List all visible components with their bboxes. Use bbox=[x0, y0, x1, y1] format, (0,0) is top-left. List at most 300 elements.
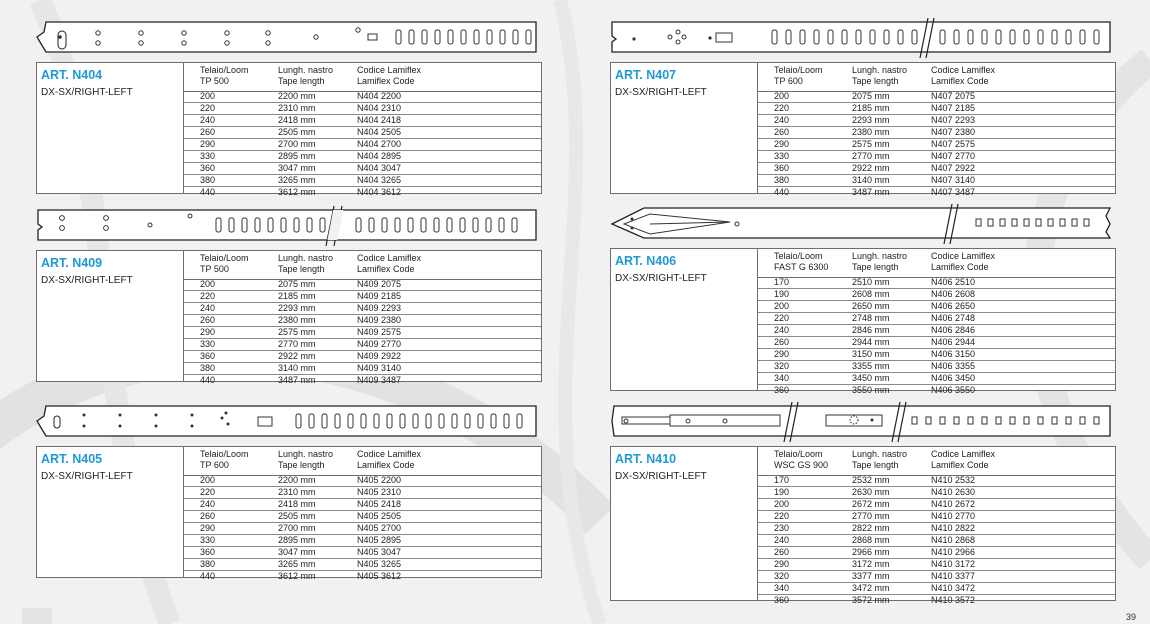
table-row bbox=[184, 91, 541, 103]
lamiflex-code-cell: N410 2672 bbox=[931, 499, 976, 509]
table-row bbox=[184, 115, 541, 127]
table-row bbox=[184, 523, 541, 535]
tape-length-cell: 2922 mm bbox=[278, 351, 316, 361]
loom-width-cell: 230 bbox=[774, 523, 790, 533]
lamiflex-code-cell: N410 3572 bbox=[931, 595, 976, 605]
tape-length-cell: 2200 mm bbox=[278, 91, 316, 101]
table-body bbox=[758, 447, 1115, 605]
table-row bbox=[758, 475, 1115, 487]
tape-length-cell: 2310 mm bbox=[278, 103, 316, 113]
table-header bbox=[758, 63, 1115, 92]
lamiflex-code-cell: N407 2380 bbox=[931, 127, 976, 137]
loom-width-cell: 200 bbox=[200, 279, 216, 289]
table-row bbox=[184, 127, 541, 139]
table-row bbox=[758, 523, 1115, 535]
product-block-n405 bbox=[36, 402, 542, 580]
lamiflex-code-cell: N410 3472 bbox=[931, 583, 976, 593]
header-tape-length: Lungh. nastro Tape length bbox=[278, 449, 334, 470]
table-header bbox=[184, 447, 541, 476]
tape-length-cell: 2700 mm bbox=[278, 523, 316, 533]
loom-width-cell: 360 bbox=[200, 163, 216, 173]
lamiflex-code-cell: N409 2185 bbox=[357, 291, 402, 301]
loom-width-cell: 200 bbox=[774, 499, 790, 509]
table-body bbox=[758, 249, 1115, 395]
lamiflex-code-cell: N404 2895 bbox=[357, 151, 402, 161]
lamiflex-code-cell: N407 2293 bbox=[931, 115, 976, 125]
lamiflex-code-cell: N406 2608 bbox=[931, 289, 976, 299]
article-title: ART. N405 bbox=[41, 452, 103, 466]
table-row bbox=[758, 547, 1115, 559]
loom-width-cell: 260 bbox=[200, 315, 216, 325]
table-row bbox=[758, 91, 1115, 103]
loom-width-cell: 380 bbox=[774, 175, 790, 185]
tape-length-cell: 3265 mm bbox=[278, 175, 316, 185]
loom-width-cell: 260 bbox=[774, 337, 790, 347]
table-body bbox=[184, 447, 541, 581]
article-title: ART. N406 bbox=[615, 254, 677, 268]
loom-width-cell: 200 bbox=[774, 91, 790, 101]
loom-width-cell: 340 bbox=[774, 373, 790, 383]
lamiflex-code-cell: N405 3047 bbox=[357, 547, 402, 557]
table-row bbox=[758, 175, 1115, 187]
lamiflex-code-cell: N409 2770 bbox=[357, 339, 402, 349]
lamiflex-code-cell: N404 2200 bbox=[357, 91, 402, 101]
table-row bbox=[184, 547, 541, 559]
article-title: ART. N404 bbox=[41, 68, 103, 82]
tape-length-cell: 2575 mm bbox=[852, 139, 890, 149]
table-body bbox=[758, 63, 1115, 197]
table-row bbox=[758, 337, 1115, 349]
lamiflex-code-cell: N409 2293 bbox=[357, 303, 402, 313]
tape-drawing-n410 bbox=[610, 402, 1116, 442]
product-table-n409 bbox=[36, 250, 542, 385]
lamiflex-code-cell: N410 2532 bbox=[931, 475, 976, 485]
article-subtitle: DX-SX/RIGHT-LEFT bbox=[615, 87, 707, 98]
table-row bbox=[758, 139, 1115, 151]
table-row bbox=[758, 277, 1115, 289]
tape-length-cell: 2868 mm bbox=[852, 535, 890, 545]
tape-length-cell: 2575 mm bbox=[278, 327, 316, 337]
loom-width-cell: 330 bbox=[200, 535, 216, 545]
table-row bbox=[184, 511, 541, 523]
header-code: Codice Lamiflex Lamiflex Code bbox=[357, 449, 422, 470]
table-row bbox=[184, 339, 541, 351]
loom-width-cell: 290 bbox=[200, 139, 216, 149]
table-row bbox=[758, 511, 1115, 523]
table-row bbox=[758, 571, 1115, 583]
tape-length-cell: 2700 mm bbox=[278, 139, 316, 149]
header-tape-length: Lungh. nastro Tape length bbox=[852, 449, 908, 470]
tape-length-cell: 2185 mm bbox=[278, 291, 316, 301]
loom-width-cell: 240 bbox=[774, 535, 790, 545]
article-cell bbox=[611, 447, 758, 600]
product-block-n406 bbox=[610, 204, 1116, 394]
table-row bbox=[758, 325, 1115, 337]
tape-length-cell: 2846 mm bbox=[852, 325, 890, 335]
header-loom: Telaio/Loom TP 600 bbox=[200, 449, 249, 470]
loom-width-cell: 380 bbox=[200, 363, 216, 373]
lamiflex-code-cell: N405 3265 bbox=[357, 559, 402, 569]
loom-width-cell: 200 bbox=[200, 91, 216, 101]
lamiflex-code-cell: N409 2380 bbox=[357, 315, 402, 325]
article-subtitle: DX-SX/RIGHT-LEFT bbox=[41, 87, 133, 98]
loom-width-cell: 220 bbox=[774, 313, 790, 323]
tape-length-cell: 2822 mm bbox=[852, 523, 890, 533]
lamiflex-code-cell: N405 2418 bbox=[357, 499, 402, 509]
tape-length-cell: 2944 mm bbox=[852, 337, 890, 347]
loom-width-cell: 440 bbox=[774, 187, 790, 197]
loom-width-cell: 290 bbox=[774, 139, 790, 149]
header-tape-length: Lungh. nastro Tape length bbox=[278, 253, 334, 274]
lamiflex-code-cell: N404 2700 bbox=[357, 139, 402, 149]
lamiflex-code-cell: N410 2770 bbox=[931, 511, 976, 521]
loom-width-cell: 190 bbox=[774, 289, 790, 299]
lamiflex-code-cell: N404 3047 bbox=[357, 163, 402, 173]
table-row bbox=[184, 375, 541, 386]
lamiflex-code-cell: N404 2310 bbox=[357, 103, 402, 113]
loom-width-cell: 360 bbox=[774, 595, 790, 605]
page-number: 39 bbox=[1125, 612, 1136, 622]
table-body bbox=[184, 251, 541, 385]
table-row bbox=[758, 187, 1115, 198]
tape-length-cell: 3450 mm bbox=[852, 373, 890, 383]
product-block-n409 bbox=[36, 206, 542, 384]
loom-width-cell: 330 bbox=[200, 151, 216, 161]
table-rows bbox=[184, 279, 541, 386]
article-cell bbox=[611, 249, 758, 390]
lamiflex-code-cell: N407 2922 bbox=[931, 163, 976, 173]
loom-width-cell: 360 bbox=[774, 163, 790, 173]
tape-length-cell: 3140 mm bbox=[852, 175, 890, 185]
table-row bbox=[184, 291, 541, 303]
lamiflex-code-cell: N406 2846 bbox=[931, 325, 976, 335]
loom-width-cell: 360 bbox=[200, 547, 216, 557]
table-row bbox=[184, 279, 541, 291]
tape-length-cell: 3487 mm bbox=[852, 187, 890, 197]
table-body bbox=[184, 63, 541, 197]
tape-length-cell: 3572 mm bbox=[852, 595, 890, 605]
tape-length-cell: 2510 mm bbox=[852, 277, 890, 287]
table-row bbox=[184, 315, 541, 327]
loom-width-cell: 240 bbox=[774, 115, 790, 125]
loom-width-cell: 360 bbox=[200, 351, 216, 361]
article-cell bbox=[37, 251, 184, 381]
tape-length-cell: 3172 mm bbox=[852, 559, 890, 569]
tape-length-cell: 2310 mm bbox=[278, 487, 316, 497]
loom-width-cell: 360 bbox=[774, 385, 790, 395]
table-row bbox=[184, 187, 541, 198]
header-code: Codice Lamiflex Lamiflex Code bbox=[931, 251, 996, 272]
tape-length-cell: 3265 mm bbox=[278, 559, 316, 569]
table-header bbox=[758, 249, 1115, 278]
table-rows bbox=[758, 277, 1115, 396]
article-cell bbox=[37, 63, 184, 193]
table-row bbox=[184, 139, 541, 151]
lamiflex-code-cell: N405 3612 bbox=[357, 571, 402, 581]
tape-length-cell: 2650 mm bbox=[852, 301, 890, 311]
tape-length-cell: 2293 mm bbox=[278, 303, 316, 313]
table-row bbox=[184, 487, 541, 499]
loom-width-cell: 380 bbox=[200, 559, 216, 569]
product-table-n405 bbox=[36, 446, 542, 581]
table-row bbox=[184, 535, 541, 547]
loom-width-cell: 220 bbox=[774, 511, 790, 521]
table-row bbox=[184, 571, 541, 582]
loom-width-cell: 260 bbox=[200, 511, 216, 521]
lamiflex-code-cell: N405 2200 bbox=[357, 475, 402, 485]
tape-length-cell: 2895 mm bbox=[278, 151, 316, 161]
article-subtitle: DX-SX/RIGHT-LEFT bbox=[41, 471, 133, 482]
header-loom: Telaio/Loom TP 600 bbox=[774, 65, 823, 86]
table-row bbox=[758, 313, 1115, 325]
table-row bbox=[758, 163, 1115, 175]
tape-length-cell: 2380 mm bbox=[278, 315, 316, 325]
lamiflex-code-cell: N409 2075 bbox=[357, 279, 402, 289]
loom-width-cell: 260 bbox=[774, 127, 790, 137]
tape-length-cell: 2895 mm bbox=[278, 535, 316, 545]
table-row bbox=[758, 595, 1115, 606]
loom-width-cell: 190 bbox=[774, 487, 790, 497]
lamiflex-code-cell: N407 2075 bbox=[931, 91, 976, 101]
loom-width-cell: 220 bbox=[200, 487, 216, 497]
loom-width-cell: 320 bbox=[774, 571, 790, 581]
table-row bbox=[758, 301, 1115, 313]
lamiflex-code-cell: N405 2700 bbox=[357, 523, 402, 533]
lamiflex-code-cell: N407 2770 bbox=[931, 151, 976, 161]
tape-drawing-n409 bbox=[36, 206, 542, 246]
article-subtitle: DX-SX/RIGHT-LEFT bbox=[41, 275, 133, 286]
tape-length-cell: 2630 mm bbox=[852, 487, 890, 497]
loom-width-cell: 320 bbox=[774, 361, 790, 371]
loom-width-cell: 170 bbox=[774, 475, 790, 485]
table-row bbox=[758, 499, 1115, 511]
loom-width-cell: 200 bbox=[200, 475, 216, 485]
loom-width-cell: 290 bbox=[200, 523, 216, 533]
tape-drawing-n404 bbox=[36, 18, 542, 58]
loom-width-cell: 240 bbox=[200, 115, 216, 125]
header-loom: Telaio/Loom TP 500 bbox=[200, 253, 249, 274]
loom-width-cell: 290 bbox=[200, 327, 216, 337]
loom-width-cell: 440 bbox=[200, 571, 216, 581]
article-title: ART. N410 bbox=[615, 452, 677, 466]
lamiflex-code-cell: N410 3377 bbox=[931, 571, 976, 581]
article-subtitle: DX-SX/RIGHT-LEFT bbox=[615, 471, 707, 482]
table-row bbox=[184, 363, 541, 375]
lamiflex-code-cell: N405 2505 bbox=[357, 511, 402, 521]
tape-length-cell: 3612 mm bbox=[278, 571, 316, 581]
table-row bbox=[758, 583, 1115, 595]
tape-length-cell: 2505 mm bbox=[278, 127, 316, 137]
tape-length-cell: 2075 mm bbox=[278, 279, 316, 289]
lamiflex-code-cell: N404 3612 bbox=[357, 187, 402, 197]
article-cell bbox=[37, 447, 184, 577]
lamiflex-code-cell: N409 3140 bbox=[357, 363, 402, 373]
table-row bbox=[184, 175, 541, 187]
header-loom: Telaio/Loom TP 500 bbox=[200, 65, 249, 86]
lamiflex-code-cell: N407 3487 bbox=[931, 187, 976, 197]
table-row bbox=[758, 361, 1115, 373]
lamiflex-code-cell: N406 2944 bbox=[931, 337, 976, 347]
table-row bbox=[184, 103, 541, 115]
loom-width-cell: 200 bbox=[774, 301, 790, 311]
table-row bbox=[184, 499, 541, 511]
lamiflex-code-cell: N407 2185 bbox=[931, 103, 976, 113]
tape-length-cell: 2672 mm bbox=[852, 499, 890, 509]
loom-width-cell: 330 bbox=[774, 151, 790, 161]
table-row bbox=[758, 151, 1115, 163]
tape-length-cell: 3140 mm bbox=[278, 363, 316, 373]
header-tape-length: Lungh. nastro Tape length bbox=[278, 65, 334, 86]
corner-mark bbox=[22, 608, 52, 624]
loom-width-cell: 290 bbox=[774, 559, 790, 569]
table-row bbox=[184, 151, 541, 163]
lamiflex-code-cell: N409 3487 bbox=[357, 375, 402, 385]
tape-length-cell: 2200 mm bbox=[278, 475, 316, 485]
lamiflex-code-cell: N410 2868 bbox=[931, 535, 976, 545]
loom-width-cell: 220 bbox=[774, 103, 790, 113]
table-row bbox=[758, 373, 1115, 385]
product-block-n407 bbox=[610, 18, 1116, 196]
lamiflex-code-cell: N406 3450 bbox=[931, 373, 976, 383]
loom-width-cell: 240 bbox=[774, 325, 790, 335]
product-table-n407 bbox=[610, 62, 1116, 197]
tape-length-cell: 2293 mm bbox=[852, 115, 890, 125]
loom-width-cell: 240 bbox=[200, 499, 216, 509]
table-row bbox=[758, 289, 1115, 301]
table-row bbox=[184, 163, 541, 175]
header-tape-length: Lungh. nastro Tape length bbox=[852, 251, 908, 272]
lamiflex-code-cell: N405 2895 bbox=[357, 535, 402, 545]
header-tape-length: Lungh. nastro Tape length bbox=[852, 65, 908, 86]
tape-length-cell: 3550 mm bbox=[852, 385, 890, 395]
loom-width-cell: 440 bbox=[200, 375, 216, 385]
table-row bbox=[758, 127, 1115, 139]
tape-length-cell: 3047 mm bbox=[278, 163, 316, 173]
lamiflex-code-cell: N410 2966 bbox=[931, 547, 976, 557]
table-rows bbox=[184, 475, 541, 582]
lamiflex-code-cell: N405 2310 bbox=[357, 487, 402, 497]
tape-length-cell: 3047 mm bbox=[278, 547, 316, 557]
loom-width-cell: 220 bbox=[200, 291, 216, 301]
tape-length-cell: 2770 mm bbox=[852, 151, 890, 161]
lamiflex-code-cell: N406 3150 bbox=[931, 349, 976, 359]
tape-length-cell: 2532 mm bbox=[852, 475, 890, 485]
table-row bbox=[184, 303, 541, 315]
table-row bbox=[184, 327, 541, 339]
lamiflex-code-cell: N407 3140 bbox=[931, 175, 976, 185]
tape-length-cell: 2075 mm bbox=[852, 91, 890, 101]
product-table-n404 bbox=[36, 62, 542, 197]
lamiflex-code-cell: N404 2418 bbox=[357, 115, 402, 125]
header-code: Codice Lamiflex Lamiflex Code bbox=[357, 65, 422, 86]
loom-width-cell: 260 bbox=[774, 547, 790, 557]
table-row bbox=[758, 385, 1115, 396]
header-code: Codice Lamiflex Lamiflex Code bbox=[357, 253, 422, 274]
lamiflex-code-cell: N409 2922 bbox=[357, 351, 402, 361]
tape-length-cell: 2418 mm bbox=[278, 499, 316, 509]
product-block-n404 bbox=[36, 18, 542, 196]
table-row bbox=[758, 349, 1115, 361]
table-row bbox=[758, 487, 1115, 499]
lamiflex-code-cell: N406 3550 bbox=[931, 385, 976, 395]
tape-length-cell: 2418 mm bbox=[278, 115, 316, 125]
table-rows bbox=[758, 91, 1115, 198]
lamiflex-code-cell: N404 2505 bbox=[357, 127, 402, 137]
loom-width-cell: 440 bbox=[200, 187, 216, 197]
table-header bbox=[758, 447, 1115, 476]
loom-width-cell: 330 bbox=[200, 339, 216, 349]
tape-length-cell: 2380 mm bbox=[852, 127, 890, 137]
article-subtitle: DX-SX/RIGHT-LEFT bbox=[615, 273, 707, 284]
loom-width-cell: 380 bbox=[200, 175, 216, 185]
product-table-n410 bbox=[610, 446, 1116, 605]
tape-length-cell: 2505 mm bbox=[278, 511, 316, 521]
header-loom: Telaio/Loom WSC GS 900 bbox=[774, 449, 829, 470]
loom-width-cell: 340 bbox=[774, 583, 790, 593]
tape-drawing-n406 bbox=[610, 204, 1116, 244]
table-row bbox=[184, 351, 541, 363]
table-header bbox=[184, 63, 541, 92]
lamiflex-code-cell: N410 3172 bbox=[931, 559, 976, 569]
loom-width-cell: 260 bbox=[200, 127, 216, 137]
tape-length-cell: 2748 mm bbox=[852, 313, 890, 323]
article-title: ART. N407 bbox=[615, 68, 677, 82]
tape-length-cell: 2608 mm bbox=[852, 289, 890, 299]
product-block-n410 bbox=[610, 402, 1116, 604]
tape-length-cell: 3355 mm bbox=[852, 361, 890, 371]
loom-width-cell: 220 bbox=[200, 103, 216, 113]
tape-length-cell: 2185 mm bbox=[852, 103, 890, 113]
lamiflex-code-cell: N409 2575 bbox=[357, 327, 402, 337]
tape-length-cell: 3150 mm bbox=[852, 349, 890, 359]
table-header bbox=[184, 251, 541, 280]
article-title: ART. N409 bbox=[41, 256, 103, 270]
table-row bbox=[184, 559, 541, 571]
loom-width-cell: 170 bbox=[774, 277, 790, 287]
lamiflex-code-cell: N404 3265 bbox=[357, 175, 402, 185]
tape-length-cell: 3377 mm bbox=[852, 571, 890, 581]
lamiflex-code-cell: N406 2510 bbox=[931, 277, 976, 287]
tape-length-cell: 2770 mm bbox=[278, 339, 316, 349]
table-rows bbox=[758, 475, 1115, 606]
header-loom: Telaio/Loom FAST G 6300 bbox=[774, 251, 829, 272]
article-cell bbox=[611, 63, 758, 193]
tape-length-cell: 3487 mm bbox=[278, 375, 316, 385]
header-code: Codice Lamiflex Lamiflex Code bbox=[931, 65, 996, 86]
tape-length-cell: 2770 mm bbox=[852, 511, 890, 521]
lamiflex-code-cell: N406 2748 bbox=[931, 313, 976, 323]
lamiflex-code-cell: N406 2650 bbox=[931, 301, 976, 311]
table-row bbox=[758, 103, 1115, 115]
loom-width-cell: 240 bbox=[200, 303, 216, 313]
tape-length-cell: 2966 mm bbox=[852, 547, 890, 557]
table-row bbox=[758, 559, 1115, 571]
tape-drawing-n405 bbox=[36, 402, 542, 442]
table-rows bbox=[184, 91, 541, 198]
lamiflex-code-cell: N410 2822 bbox=[931, 523, 976, 533]
product-table-n406 bbox=[610, 248, 1116, 395]
header-code: Codice Lamiflex Lamiflex Code bbox=[931, 449, 996, 470]
loom-width-cell: 290 bbox=[774, 349, 790, 359]
table-row bbox=[184, 475, 541, 487]
table-row bbox=[758, 115, 1115, 127]
tape-length-cell: 3472 mm bbox=[852, 583, 890, 593]
lamiflex-code-cell: N410 2630 bbox=[931, 487, 976, 497]
tape-length-cell: 3612 mm bbox=[278, 187, 316, 197]
tape-length-cell: 2922 mm bbox=[852, 163, 890, 173]
tape-drawing-n407 bbox=[610, 18, 1116, 58]
lamiflex-code-cell: N406 3355 bbox=[931, 361, 976, 371]
